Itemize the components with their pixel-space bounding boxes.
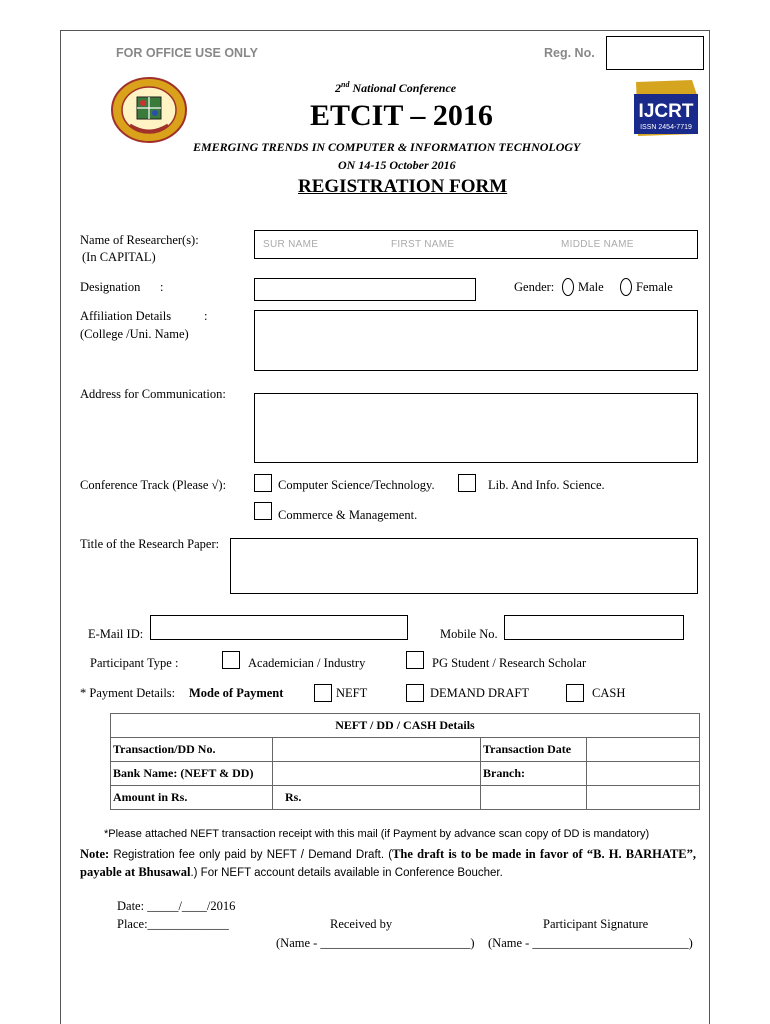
gender-male-radio[interactable]	[562, 278, 574, 296]
participant-label: Participant Type :	[90, 656, 179, 670]
registration-note: Note: Registration fee only paid by NEFT / Demand Draft. (The draft is to be made in favor of “B. H. BARHATE”, payable at Bhusawal.) For NEFT account details available in Conference Boucher.	[80, 847, 697, 879]
email-label: E-Mail ID:	[88, 627, 144, 641]
track-label: Conference Track (Please √):	[80, 478, 227, 492]
payment-details-table	[110, 713, 700, 810]
affiliation-label: Affiliation Details	[80, 309, 172, 323]
office-use-label: FOR OFFICE USE ONLY	[116, 46, 258, 60]
branch-label: Branch:	[481, 762, 587, 786]
pay-cash-checkbox[interactable]	[566, 684, 584, 702]
affiliation-input[interactable]	[254, 310, 698, 371]
conference-ordinal: 2nd National Conference	[335, 80, 457, 95]
conference-dates: ON 14-15 October 2016	[338, 158, 456, 172]
table-row	[111, 786, 700, 810]
track-lib-label: Lib. And Info. Science.	[488, 478, 605, 492]
mobile-input[interactable]	[504, 615, 684, 640]
txn-no-cell[interactable]	[273, 738, 481, 762]
firstname-placeholder: FIRST NAME	[391, 239, 455, 250]
affiliation-sublabel: (College /Uni. Name)	[80, 327, 189, 341]
form-title: REGISTRATION FORM	[298, 176, 508, 197]
conference-title: ETCIT – 2016	[310, 99, 493, 132]
name-label: Name of Researcher(s):	[80, 233, 199, 247]
table-row	[111, 738, 700, 762]
place-field[interactable]: Place:_____________	[117, 917, 229, 931]
college-emblem-logo	[110, 77, 188, 143]
amount-empty-cell-2	[587, 786, 700, 810]
designation-label: Designation	[80, 280, 141, 294]
gender-label: Gender:	[514, 280, 555, 294]
received-by-label: Received by	[330, 917, 393, 931]
paper-title-label: Title of the Research Paper:	[80, 537, 220, 551]
payment-label: * Payment Details:	[80, 686, 176, 700]
designation-colon: :	[160, 280, 164, 294]
participant-acad-checkbox[interactable]	[222, 651, 240, 669]
date-field[interactable]: Date: _____/____/2016	[117, 899, 236, 913]
mobile-label: Mobile No.	[440, 627, 498, 641]
gender-male-label: Male	[578, 280, 604, 294]
middlename-placeholder: MIDDLE NAME	[561, 239, 634, 250]
bank-label: Bank Name: (NEFT & DD)	[111, 762, 273, 786]
pay-neft-label: NEFT	[336, 686, 368, 700]
table-row	[111, 714, 700, 738]
bank-cell[interactable]	[273, 762, 481, 786]
payment-mode-label: Mode of Payment	[189, 686, 284, 700]
ijcrt-logo-issn: ISSN 2454-7719	[640, 124, 692, 131]
affiliation-colon: :	[204, 309, 208, 323]
received-by-name-field[interactable]: (Name - ________________________)	[276, 936, 475, 950]
participant-name-field[interactable]: (Name - _________________________)	[488, 936, 693, 950]
conference-subtitle: EMERGING TRENDS IN COMPUTER & INFORMATION TECHNOLOGY	[193, 140, 581, 154]
amount-cell[interactable]: Rs.	[273, 786, 481, 810]
track-com-label: Commerce & Management.	[278, 508, 418, 522]
participant-signature-label: Participant Signature	[543, 917, 649, 931]
txn-no-label: Transaction/DD No.	[111, 738, 273, 762]
amount-label: Amount in Rs.	[111, 786, 273, 810]
gender-female-radio[interactable]	[620, 278, 632, 296]
attach-note: *Please attached NEFT transaction receipt with this mail (if Payment by advance scan copy of DD is mandatory)	[104, 828, 650, 840]
surname-placeholder: SUR NAME	[263, 239, 319, 250]
pay-dd-label: DEMAND DRAFT	[430, 686, 529, 700]
ijcrt-logo	[632, 78, 700, 138]
track-cs-label: Computer Science/Technology.	[278, 478, 435, 492]
designation-input[interactable]	[254, 278, 476, 301]
reg-no-box[interactable]	[606, 36, 704, 70]
txn-date-label: Transaction Date	[481, 738, 587, 762]
name-sublabel: (In CAPITAL)	[82, 250, 156, 264]
participant-pg-label: PG Student / Research Scholar	[432, 656, 587, 670]
reg-no-label: Reg. No.	[544, 46, 595, 60]
pay-cash-label: CASH	[592, 686, 626, 700]
pay-neft-checkbox[interactable]	[314, 684, 332, 702]
track-lib-checkbox[interactable]	[458, 474, 476, 492]
table-header: NEFT / DD / CASH Details	[111, 714, 700, 738]
name-input[interactable]	[254, 230, 698, 259]
participant-acad-label: Academician / Industry	[248, 656, 366, 670]
txn-date-cell[interactable]	[587, 738, 700, 762]
paper-title-input[interactable]	[230, 538, 698, 594]
pay-dd-checkbox[interactable]	[406, 684, 424, 702]
table-row	[111, 762, 700, 786]
track-com-checkbox[interactable]	[254, 502, 272, 520]
address-input[interactable]	[254, 393, 698, 463]
track-cs-checkbox[interactable]	[254, 474, 272, 492]
address-label: Address for Communication:	[80, 387, 226, 401]
branch-cell[interactable]	[587, 762, 700, 786]
email-input[interactable]	[150, 615, 408, 640]
participant-pg-checkbox[interactable]	[406, 651, 424, 669]
amount-empty-cell	[481, 786, 587, 810]
ijcrt-logo-text: IJCRT	[638, 101, 694, 122]
gender-female-label: Female	[636, 280, 673, 294]
